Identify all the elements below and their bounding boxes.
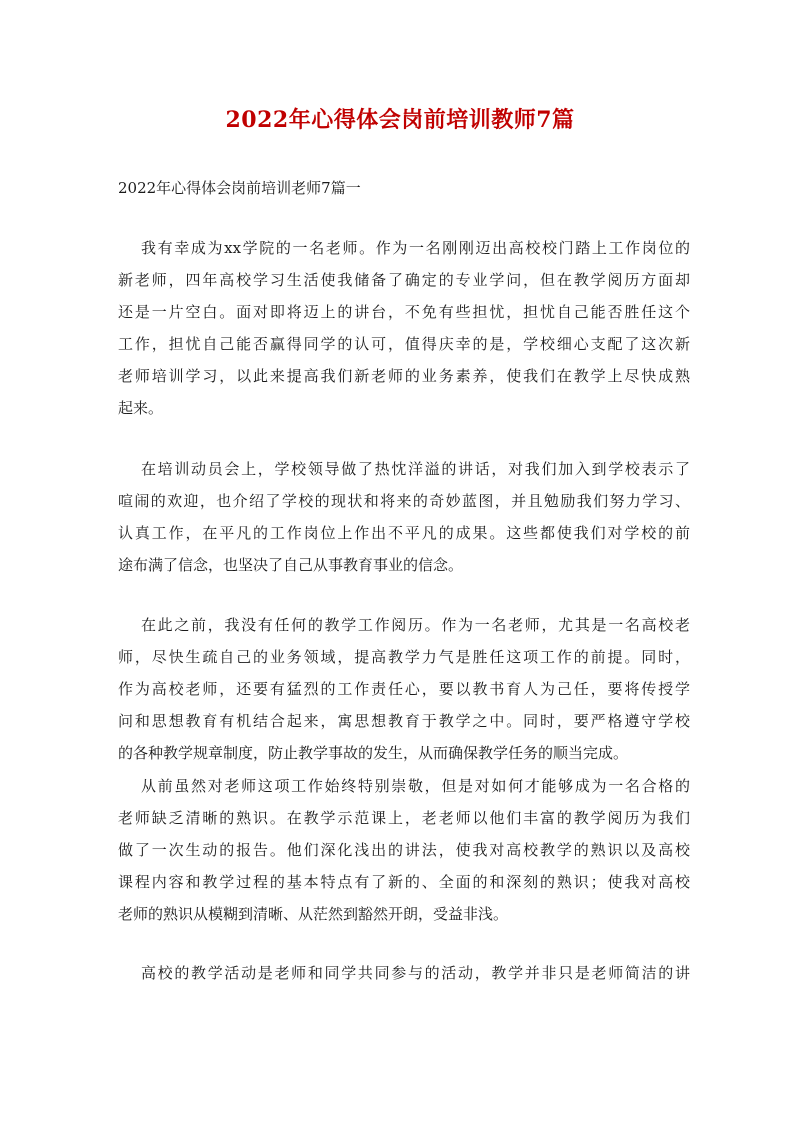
paragraph-4	[118, 770, 690, 930]
paragraph-line: 工作，担忧自己能否赢得同学的认可，值得庆幸的是，学校细心支配了这次新	[118, 335, 690, 353]
paragraph-line: 老师的熟识从模糊到清晰、从茫然到豁然开朗，受益非浅。	[118, 905, 509, 923]
paragraph-line: 从前虽然对老师这项工作始终特别崇敬，但是对如何才能够成为一名合格的	[141, 777, 690, 795]
paragraph-line: 的各种教学规章制度，防止教学事故的发生，从而确保教学任务的顺当完成。	[118, 744, 629, 762]
paragraph-1	[118, 232, 690, 424]
paragraph-line: 认真工作，在平凡的工作岗位上作出不平凡的成果。这些都使我们对学校的前	[118, 524, 690, 542]
paragraph-line: 做了一次生动的报告。他们深化浅出的讲法，使我对高校教学的熟识以及高校	[118, 841, 690, 859]
paragraph-line: 课程内容和教学过程的基本特点有了新的、全面的和深刻的熟识；使我对高校	[118, 873, 690, 891]
paragraph-line: 新老师，四年高校学习生活使我储备了确定的专业学问，但在教学阅历方面却	[118, 271, 690, 289]
paragraph-line: 起来。	[118, 399, 164, 417]
paragraph-5	[118, 957, 690, 989]
paragraph-2	[118, 453, 690, 581]
paragraph-line: 在此之前，我没有任何的教学工作阅历。作为一名老师，尤其是一名高校老	[141, 616, 690, 634]
paragraph-line: 喧闹的欢迎，也介绍了学校的现状和将来的奇妙蓝图，并且勉励我们努力学习、	[118, 492, 690, 510]
paragraph-line: 问和思想教育有机结合起来，寓思想教育于教学之中。同时，要严格遵守学校	[118, 712, 690, 730]
paragraph-line: 老师缺乏清晰的熟识。在教学示范课上，老老师以他们丰富的教学阅历为我们	[118, 809, 690, 827]
paragraph-line: 还是一片空白。面对即将迈上的讲台，不免有些担忧，担忧自己能否胜任这个	[118, 303, 690, 321]
paragraph-line: 在培训动员会上，学校领导做了热忱洋溢的讲话，对我们加入到学校表示了	[141, 460, 690, 478]
paragraph-line: 老师培训学习，以此来提高我们新老师的业务素养，使我们在教学上尽快成熟	[118, 367, 690, 385]
paragraph-line: 高校的教学活动是老师和同学共同参与的活动，教学并非只是老师简洁的讲	[141, 964, 690, 982]
paragraph-3	[118, 609, 690, 769]
paragraph-line: 途布满了信念，也坚决了自己从事教育事业的信念。	[118, 556, 464, 574]
paragraph-line: 作为高校老师，还要有猛烈的工作责任心，要以教书育人为己任，要将传授学	[118, 680, 690, 698]
section-heading: 2022年心得体会岗前培训老师7篇一	[118, 179, 361, 197]
paragraph-line: 师，尽快生疏自己的业务领域，提高教学力气是胜任这项工作的前提。同时，	[118, 648, 690, 666]
paragraph-line: 我有幸成为xx学院的一名老师。作为一名刚刚迈出高校校门踏上工作岗位的	[141, 239, 690, 257]
document-title: 2022年心得体会岗前培训教师7篇	[225, 107, 575, 133]
